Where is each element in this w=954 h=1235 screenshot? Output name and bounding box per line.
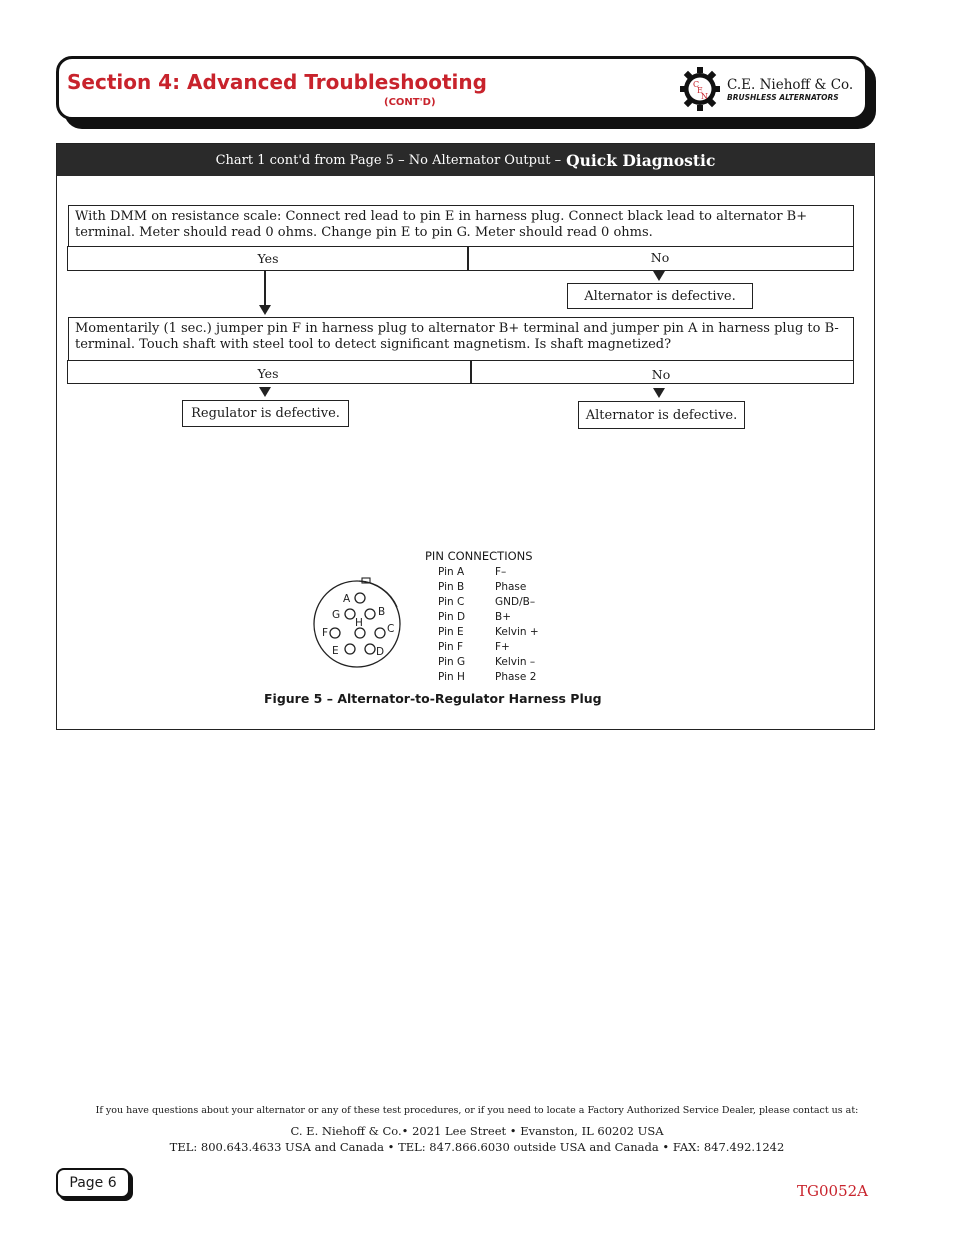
logo-company-name: C.E. Niehoff & Co. bbox=[727, 77, 854, 93]
page-number-tab bbox=[56, 1168, 130, 1198]
step2-yes-no-divider bbox=[470, 361, 472, 383]
pin-row bbox=[438, 595, 539, 610]
pin-function: Phase bbox=[495, 581, 527, 593]
logo-letter-n: N bbox=[701, 92, 708, 101]
pin-name: Pin B bbox=[438, 581, 465, 593]
pin-g-letter: G bbox=[332, 609, 341, 621]
company-logo-icon bbox=[680, 67, 720, 111]
pin-row bbox=[438, 625, 539, 640]
step2-no-label: No bbox=[651, 367, 671, 382]
chart-title-prefix: Chart 1 cont'd from Page 5 – No Alternator Output – bbox=[215, 152, 562, 168]
step1-no-result-text: Alternator is defective. bbox=[584, 288, 736, 304]
step1-yes-no-bar bbox=[67, 246, 854, 271]
step1-no-result-box bbox=[567, 283, 753, 309]
logo-letter-c: C bbox=[693, 80, 700, 89]
document-id: TG0052A bbox=[797, 1182, 868, 1200]
step1-yes-label: Yes bbox=[257, 251, 279, 266]
step1-no-label: No bbox=[650, 250, 670, 265]
step2-instruction-box bbox=[68, 317, 854, 361]
pin-function: Phase 2 bbox=[495, 671, 537, 683]
pin-row bbox=[438, 655, 539, 670]
pin-name: Pin C bbox=[438, 596, 465, 608]
chart-title-emphasis: Quick Diagnostic bbox=[566, 150, 716, 170]
step1-instruction-box bbox=[68, 205, 854, 247]
chart-title-bar bbox=[57, 144, 874, 176]
pin-c-socket bbox=[375, 628, 385, 638]
pin-connections-heading: PIN CONNECTIONS bbox=[425, 549, 533, 563]
step2-yes-no-bar bbox=[67, 360, 854, 384]
pin-name: Pin E bbox=[438, 626, 464, 638]
pin-row bbox=[438, 670, 539, 685]
pin-name: Pin A bbox=[438, 566, 465, 578]
pin-function: GND/B– bbox=[495, 596, 536, 608]
footer-address: C. E. Niehoff & Co.• 2021 Lee Street • Evanston, IL 60202 USA bbox=[290, 1124, 664, 1138]
pin-name: Pin F bbox=[438, 641, 464, 653]
step1-yes-arrow-icon bbox=[259, 305, 271, 315]
pin-c-letter: C bbox=[387, 623, 395, 635]
step2-yes-arrow-icon bbox=[259, 387, 271, 397]
pin-row bbox=[438, 610, 539, 625]
pin-function: F+ bbox=[495, 641, 510, 653]
pin-function: Kelvin – bbox=[495, 656, 536, 668]
section-continued-label: (CONT'D) bbox=[384, 97, 436, 108]
pin-a-letter: A bbox=[343, 593, 351, 605]
pin-name: Pin H bbox=[438, 671, 465, 683]
pin-a-socket bbox=[355, 593, 365, 603]
pin-function: Kelvin + bbox=[495, 626, 539, 638]
pin-h-socket bbox=[355, 628, 365, 638]
step2-yes-label: Yes bbox=[257, 366, 279, 381]
harness-plug-diagram bbox=[310, 577, 404, 669]
step1-yes-no-divider bbox=[467, 247, 469, 270]
step2-yes-result-box bbox=[182, 400, 349, 427]
figure-caption: Figure 5 – Alternator-to-Regulator Harness Plug bbox=[264, 691, 602, 706]
logo-subtitle: BRUSHLESS ALTERNATORS bbox=[727, 93, 839, 102]
pin-b-letter: B bbox=[378, 606, 386, 618]
pin-function: F– bbox=[495, 566, 507, 578]
footer-contact-note: If you have questions about your alternator or any of these test procedures, or if you need to locate a Factory Authorized Service Dealer, please contact us at: bbox=[95, 1105, 859, 1116]
section-title: Section 4: Advanced Troubleshooting bbox=[67, 70, 487, 94]
pin-connections-list bbox=[438, 565, 539, 685]
step2-no-result-box bbox=[578, 401, 745, 429]
pin-row bbox=[438, 640, 539, 655]
pin-row bbox=[438, 565, 539, 580]
step2-instruction-text: Momentarily (1 sec.) jumper pin F in harness plug to alternator B+ terminal and jumper pin A in harness plug to B- terminal. Touch shaft with steel tool to detect significant magnetism. Is shaft magnetized? bbox=[75, 321, 839, 352]
step1-instruction-text: With DMM on resistance scale: Connect red lead to pin E in harness plug. Connect black lead to alternator B+ terminal. Meter should read 0 ohms. Change pin E to pin G. Meter should read 0 ohms. bbox=[75, 209, 808, 240]
pin-f-letter: F bbox=[322, 627, 329, 639]
pin-e-socket bbox=[345, 644, 355, 654]
step1-no-arrow-icon bbox=[653, 271, 665, 281]
step1-yes-connector bbox=[264, 271, 266, 307]
pin-d-letter: D bbox=[376, 646, 385, 658]
pin-row bbox=[438, 580, 539, 595]
step2-no-arrow-icon bbox=[653, 388, 665, 398]
page-number-label: Page 6 bbox=[69, 1175, 117, 1191]
step2-yes-result-text: Regulator is defective. bbox=[191, 406, 340, 421]
logo-letter-e: E bbox=[697, 86, 703, 95]
pin-h-letter: H bbox=[355, 617, 363, 629]
pin-name: Pin G bbox=[438, 656, 466, 668]
pin-f-socket bbox=[330, 628, 340, 638]
step2-no-result-text: Alternator is defective. bbox=[585, 407, 738, 423]
pin-g-socket bbox=[345, 609, 355, 619]
pin-d-socket bbox=[365, 644, 375, 654]
pin-e-letter: E bbox=[332, 645, 339, 657]
pin-function: B+ bbox=[495, 611, 512, 623]
pin-name: Pin D bbox=[438, 611, 466, 623]
pin-b-socket bbox=[365, 609, 375, 619]
footer-phone-fax: TEL: 800.643.4633 USA and Canada • TEL: 847.866.6030 outside USA and Canada • FAX: 847.492.1242 bbox=[169, 1140, 785, 1154]
